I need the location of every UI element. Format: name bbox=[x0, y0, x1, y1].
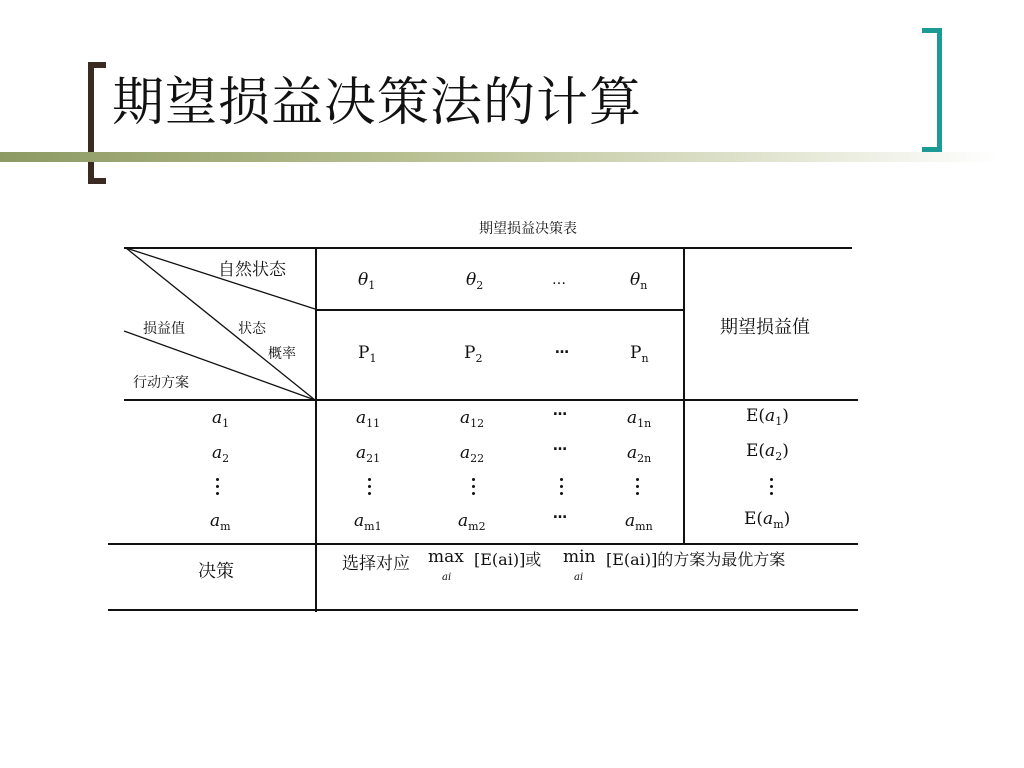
slide-title: 期望损益决策法的计算 bbox=[112, 73, 643, 133]
probability-header: … bbox=[555, 341, 569, 357]
payoff-cell: $a_{11}$ bbox=[356, 408, 381, 430]
table-caption: 期望损益决策表 bbox=[479, 221, 577, 237]
expected-value-cell: $E(a_m)$ bbox=[744, 509, 791, 531]
probability-header: $P_1$ bbox=[358, 343, 377, 365]
payoff-cell: $a_{2n}$ bbox=[627, 443, 652, 465]
payoff-cell: … bbox=[553, 438, 567, 454]
decision-rule-min: min bbox=[563, 547, 596, 567]
state-header: $\theta_2$ bbox=[466, 270, 484, 292]
action-label: $a_m$ bbox=[210, 511, 231, 533]
vertical-ellipsis bbox=[770, 478, 774, 499]
vertical-ellipsis bbox=[368, 478, 372, 499]
payoff-cell: $a_{m1}$ bbox=[354, 511, 382, 533]
action-label: $a_2$ bbox=[212, 443, 230, 465]
expected-value-header: 期望损益值 bbox=[720, 317, 810, 338]
state-header: $\theta_1$ bbox=[358, 270, 376, 292]
payoff-cell: $a_{22}$ bbox=[460, 443, 485, 465]
decision-rule-middle: [E(ai)]或 bbox=[474, 550, 542, 569]
payoff-cell: $a_{mn}$ bbox=[625, 511, 653, 533]
probability-header: $P_2$ bbox=[464, 343, 483, 365]
payoff-cell: $a_{21}$ bbox=[356, 443, 381, 465]
payoff-cell: … bbox=[553, 403, 567, 419]
vertical-ellipsis bbox=[216, 478, 220, 499]
state-header: $\theta_n$ bbox=[630, 270, 648, 292]
decision-rule-max-subscript: ai bbox=[442, 572, 452, 583]
decision-rule-max: max bbox=[428, 547, 464, 567]
decision-label: 决策 bbox=[198, 561, 234, 582]
payoff-cell: $a_{m2}$ bbox=[458, 511, 486, 533]
vertical-ellipsis bbox=[560, 478, 564, 499]
expected-value-cell: $E(a_2)$ bbox=[746, 441, 789, 463]
corner-label-probability: 概率 bbox=[268, 346, 296, 362]
decision-rule-prefix: 选择对应 bbox=[342, 554, 410, 574]
decision-rule-min-subscript: ai bbox=[574, 572, 584, 583]
corner-label-state: 状态 bbox=[238, 321, 266, 337]
expected-value-cell: $E(a_1)$ bbox=[746, 406, 789, 428]
corner-label-payoff: 损益值 bbox=[143, 321, 185, 337]
decision-rule-suffix: [E(ai)]的方案为最优方案 bbox=[606, 550, 786, 569]
corner-label-action: 行动方案 bbox=[133, 375, 189, 391]
action-label: $a_1$ bbox=[212, 408, 230, 430]
probability-header: $P_n$ bbox=[630, 343, 649, 365]
payoff-cell: $a_{12}$ bbox=[460, 408, 485, 430]
payoff-cell: $a_{1n}$ bbox=[627, 408, 652, 430]
vertical-ellipsis bbox=[472, 478, 476, 499]
corner-label-natural-state: 自然状态 bbox=[218, 260, 286, 280]
payoff-cell: … bbox=[553, 506, 567, 522]
vertical-ellipsis bbox=[636, 478, 640, 499]
state-header: … bbox=[552, 272, 566, 288]
